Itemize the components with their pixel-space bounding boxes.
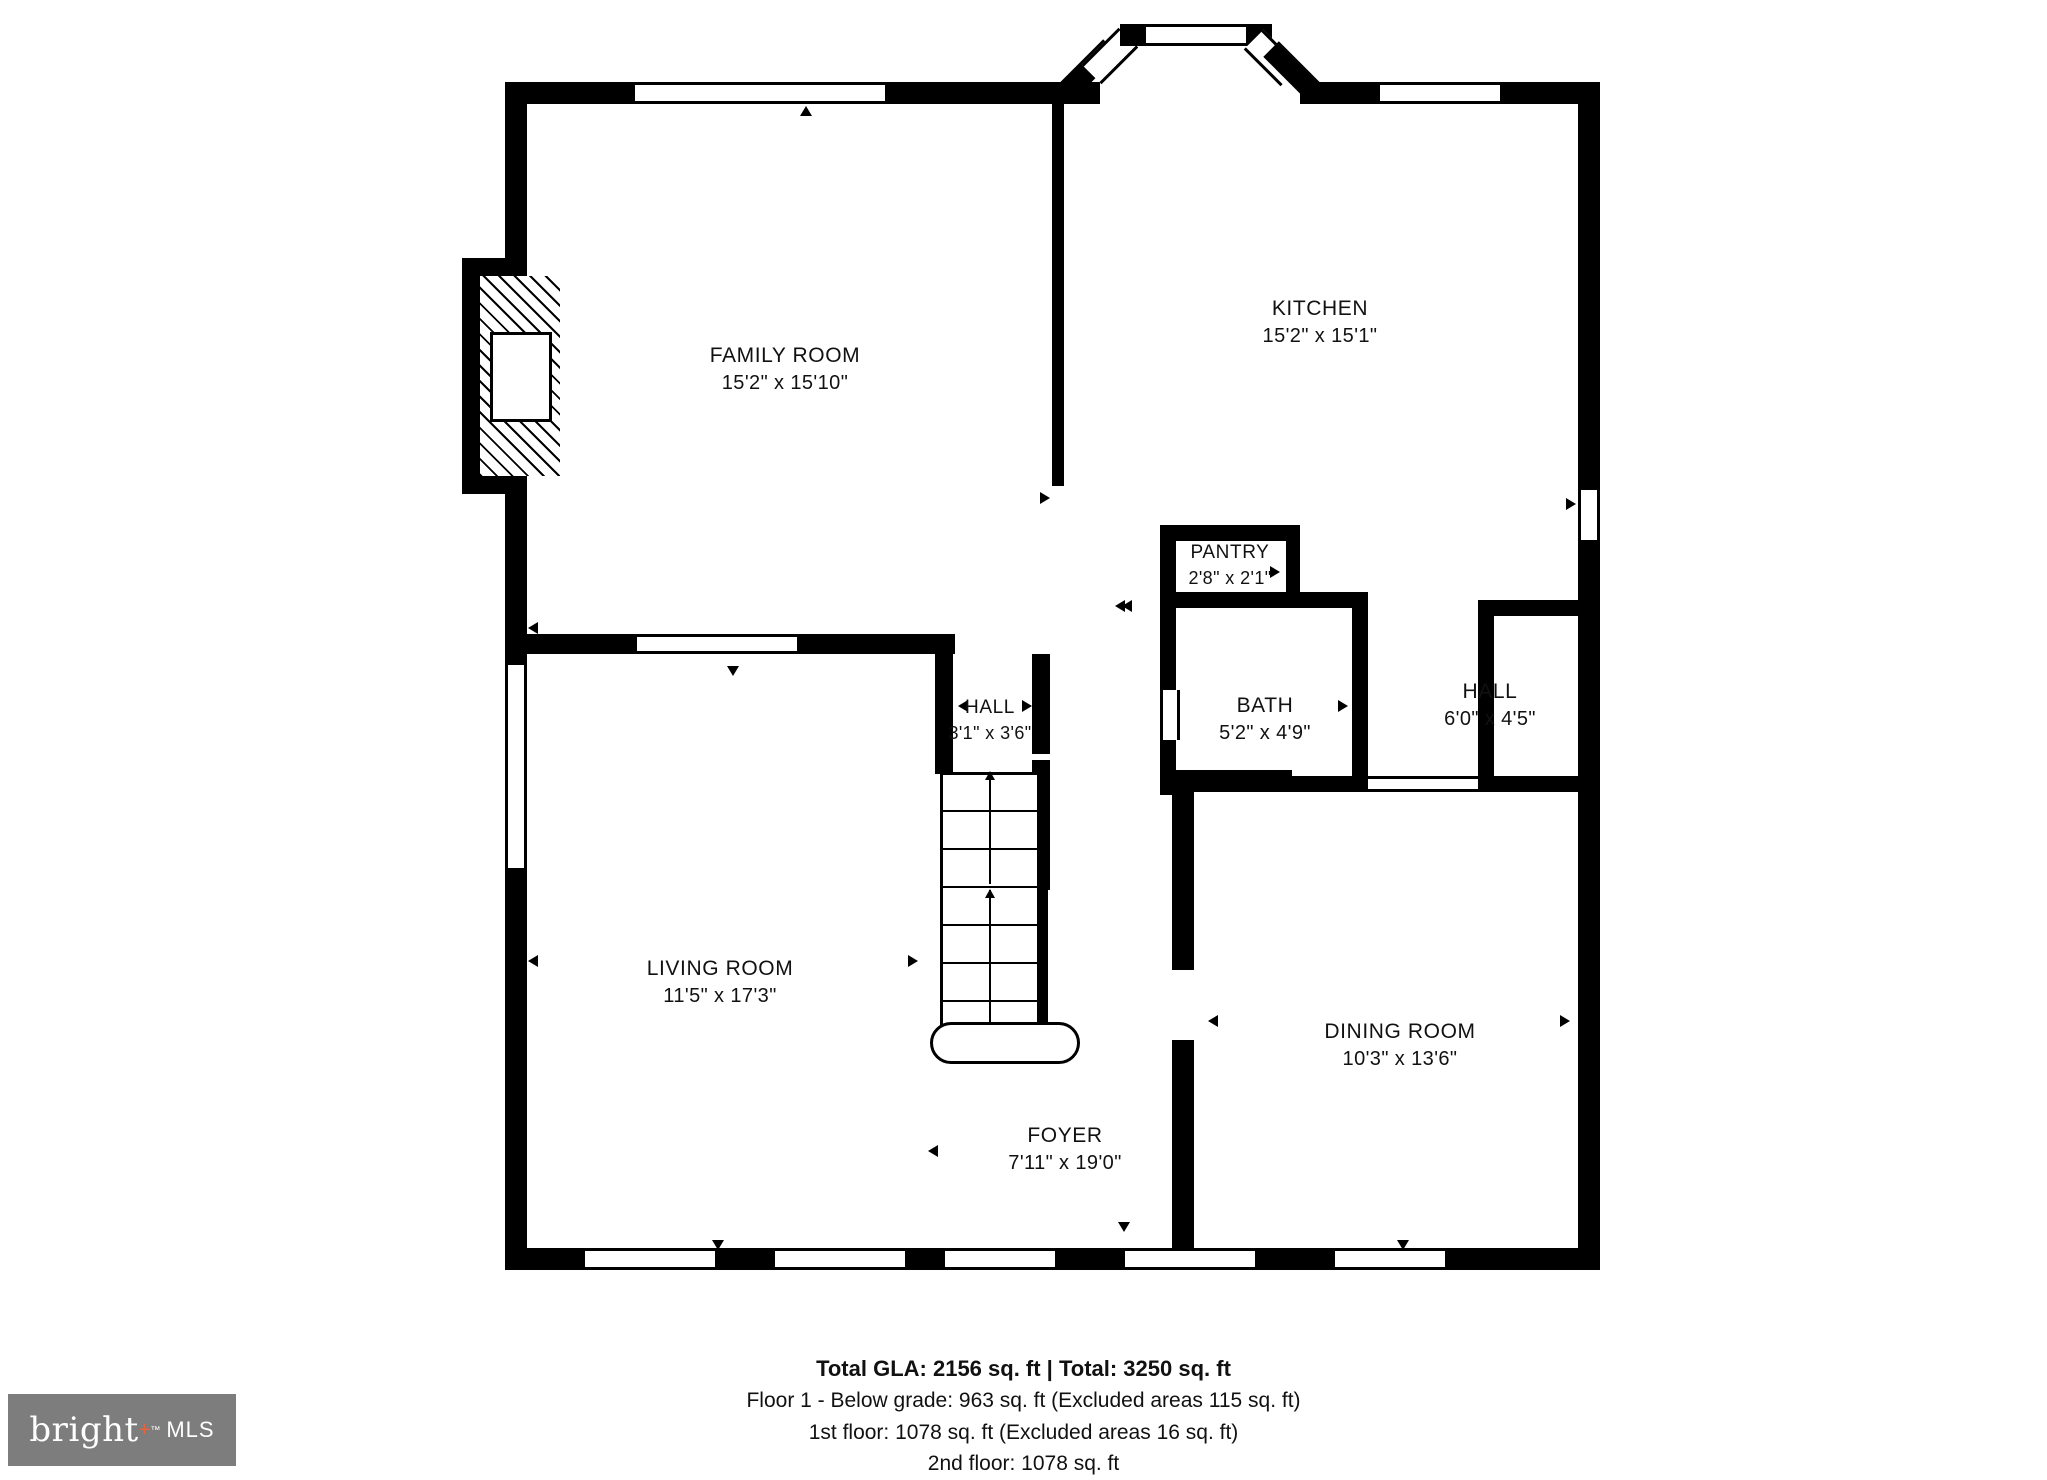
- window-bottom-5: [1335, 1248, 1445, 1270]
- room-name: KITCHEN: [1271, 297, 1369, 320]
- room-name: HALL: [1462, 680, 1518, 703]
- wall-top-right-1: [1300, 82, 1380, 104]
- wall-left-mid: [505, 476, 527, 671]
- wall-bottom-seg-4: [1255, 1248, 1335, 1270]
- room-name: PANTRY: [1190, 542, 1270, 563]
- tick-family-left: [528, 622, 538, 634]
- room-label-bath: [1165, 692, 1365, 747]
- wall-family-kitchen-divider: [1052, 96, 1064, 486]
- wall-pantry-left: [1160, 525, 1176, 795]
- wall-rear-hall-top: [1478, 600, 1600, 616]
- wall-right-lower: [1578, 540, 1600, 1270]
- wall-left-upper: [505, 82, 527, 260]
- watermark-brand: bright: [29, 1410, 139, 1450]
- room-dims: 7'11" x 19'0": [1008, 1152, 1122, 1175]
- tick-dining-right: [1560, 1015, 1570, 1027]
- wall-bottom-seg-1: [715, 1248, 775, 1270]
- room-label-foyer: [935, 1122, 1195, 1177]
- room-dims: 15'2" x 15'1": [1262, 325, 1378, 348]
- wall-bottom-right-corner: [1445, 1248, 1600, 1270]
- window-left-living: [505, 665, 527, 875]
- wall-family-bottom-left: [527, 634, 637, 654]
- room-dims: 15'2" x 15'10": [721, 372, 849, 395]
- wall-bottom-seg-2: [905, 1248, 945, 1270]
- tick-hall-small-left: [958, 700, 968, 712]
- tick-living-left: [528, 955, 538, 967]
- wall-rear-hall-bottom: [1478, 776, 1600, 792]
- tick-living-bottom: [712, 1240, 724, 1250]
- wall-left-lower: [505, 868, 527, 1270]
- room-name: LIVING ROOM: [646, 957, 794, 980]
- window-bottom-2: [775, 1248, 905, 1270]
- total-gla-line: Total GLA: 2156 sq. ft | Total: 3250 sq. ft: [816, 1356, 1231, 1381]
- bright-mls-watermark: [8, 1394, 236, 1466]
- room-name: BATH: [1236, 694, 1294, 717]
- tick-dining-left: [1208, 1015, 1218, 1027]
- room-name: DINING ROOM: [1324, 1020, 1476, 1043]
- window-top-right: [1380, 82, 1500, 104]
- wall-right-upper: [1578, 82, 1600, 492]
- tick-family-bottom: [727, 666, 739, 676]
- room-dims: 3'1" x 3'6": [948, 722, 1032, 743]
- stair-tread-3: [940, 886, 1040, 888]
- tick-hall-small-right: [1022, 700, 1032, 712]
- first-floor-line: 1st floor: 1078 sq. ft (Excluded areas 16 sq. ft): [808, 1420, 1239, 1444]
- wall-bottom-left-corner: [505, 1248, 585, 1270]
- watermark-tm: ™: [150, 1424, 161, 1436]
- wall-rear-hall-top-left: [1478, 600, 1494, 780]
- stair-bottom-landing: [930, 1022, 1080, 1064]
- second-floor-line: 2nd floor: 1078 sq. ft: [927, 1452, 1120, 1475]
- tick-living-right: [908, 955, 918, 967]
- tick-foyer-bottom: [1118, 1222, 1130, 1232]
- wall-foyer-right: [1172, 770, 1194, 970]
- window-rear-hall-bottom: [1368, 776, 1478, 792]
- wall-family-bottom-right: [797, 634, 955, 654]
- wall-pantry-bottom: [1176, 592, 1366, 608]
- below-grade-line: Floor 1 - Below grade: 963 sq. ft (Excluded areas 115 sq. ft): [746, 1389, 1301, 1412]
- room-dims: 6'0" x 4'5": [1444, 708, 1536, 731]
- watermark-plus: +: [138, 1418, 151, 1441]
- room-label-hall-front: [900, 695, 1080, 745]
- window-family-bottom: [637, 634, 797, 654]
- stair-direction-arrow-upper: [989, 772, 991, 812]
- tick-family-top: [800, 106, 812, 116]
- room-label-living-room: [570, 955, 870, 1010]
- room-name: FAMILY ROOM: [709, 344, 861, 367]
- wall-bottom-seg-3: [1055, 1248, 1125, 1270]
- window-bath-left: [1160, 690, 1180, 740]
- tick-foyer-left: [928, 1145, 938, 1157]
- room-name: HALL: [965, 697, 1015, 718]
- window-bottom-3: [945, 1248, 1055, 1270]
- tick-dining-bottom: [1397, 1240, 1409, 1250]
- window-bay-top: [1146, 24, 1248, 46]
- area-summary: [0, 1352, 2047, 1480]
- wall-bath-right: [1352, 592, 1368, 792]
- fireplace-opening: [490, 332, 552, 422]
- room-label-family-room: [620, 342, 950, 397]
- tick-pantry-left: [1122, 600, 1132, 612]
- tick-pantry-right: [1270, 566, 1280, 578]
- wall-stair-right-2: [1040, 884, 1048, 1034]
- window-bottom-4: [1125, 1248, 1255, 1270]
- tick-kitchen-right: [1566, 498, 1576, 510]
- tick-bath-right: [1338, 700, 1348, 712]
- window-right-kitchen: [1578, 490, 1600, 542]
- room-dims: 5'2" x 4'9": [1219, 722, 1311, 745]
- room-label-kitchen: [1185, 295, 1455, 350]
- window-top-left-1: [635, 82, 885, 104]
- room-dims: 2'8" x 2'1": [1188, 567, 1272, 588]
- wall-hall-left: [935, 654, 953, 774]
- stair-direction-arrow-lower: [989, 890, 991, 930]
- wall-bay-top-left-corner: [1120, 24, 1148, 46]
- wall-left-fireplace-left: [462, 258, 480, 493]
- tick-family-right: [1040, 492, 1050, 504]
- watermark-mls: MLS: [166, 1417, 215, 1442]
- wall-pantry-top: [1160, 525, 1300, 541]
- room-dims: 11'5" x 17'3": [663, 985, 777, 1008]
- wall-foyer-right-lower: [1172, 1040, 1194, 1250]
- wall-bath-bottom: [1160, 776, 1368, 792]
- room-dims: 10'3" x 13'6": [1342, 1048, 1458, 1071]
- room-name: FOYER: [1027, 1124, 1103, 1147]
- wall-hall-right-upper: [1032, 654, 1050, 754]
- room-label-dining-room: [1250, 1018, 1550, 1073]
- window-bottom-1: [585, 1248, 715, 1270]
